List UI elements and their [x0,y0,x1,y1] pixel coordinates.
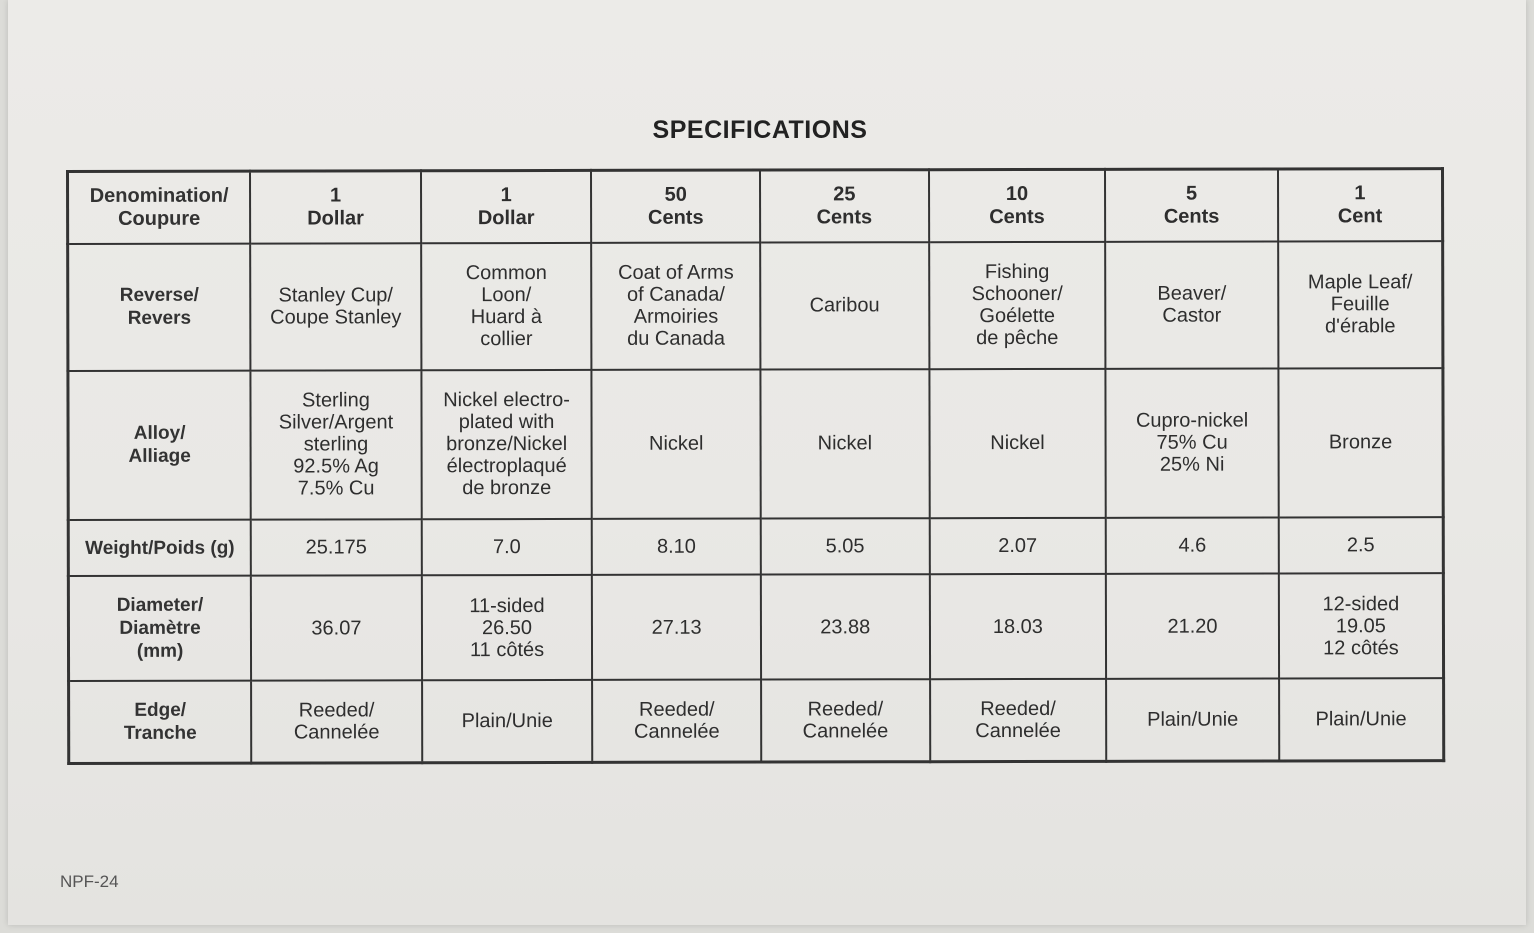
cell-line: 75% Cu [1156,431,1228,455]
cell-line: 25.175 [305,536,367,559]
cell-line: 25 [833,183,856,206]
table-cell [250,243,421,370]
cell-line: Diameter/ [116,594,204,616]
cell-line: Stanley Cup/ [278,284,394,307]
cell-line: Feuille [1330,293,1390,316]
cell-line: 12-sided [1322,592,1400,615]
cell-line: Dollar [477,207,535,230]
cell-line: Dollar [307,207,364,230]
cell-line: Common [465,262,547,285]
cell-line: Coat of Arms [618,262,734,285]
cell-line: 92.5% Ag [293,455,379,478]
cell-line: 11 côtés [469,638,545,661]
cell-line: Nickel [649,432,704,456]
table-cell [1279,678,1444,761]
cell-line: 36.07 [311,616,362,640]
table-row-weight [68,517,1443,576]
table-cell [1106,574,1279,679]
row-header-diameter [68,576,251,681]
cell-line: Reverse/ [119,285,199,307]
cell-line: 23.88 [820,615,871,638]
table-cell [1105,241,1278,368]
table-cell [251,370,422,519]
table-cell [1279,517,1444,574]
table-cell [251,575,422,680]
cell-line: d'érable [1324,315,1396,338]
column-header [421,170,592,243]
table-cell [422,575,593,680]
cell-line: Loon/ [481,284,532,307]
column-header [250,171,421,244]
cell-line: 7.5% Cu [297,477,375,500]
row-header-edge [69,681,252,764]
table-cell [422,680,593,763]
cell-line: Alloy/ [133,423,186,445]
cell-line: Armoiries [633,306,719,329]
table-cell [929,574,1106,679]
cell-line: Cents [1163,205,1220,228]
table-row-diameter [68,573,1443,681]
cell-line: Cents [989,205,1045,229]
table-cell [592,243,761,370]
table-cell [421,243,592,370]
cell-line: Coupure [118,207,201,230]
table-cell [1106,368,1279,517]
cell-line: Bronze [1328,431,1393,454]
table-body [68,169,1444,764]
cell-line: Plain/Unie [1315,708,1407,731]
table-cell [251,680,422,763]
table-cell [592,369,761,518]
cell-line: Revers [127,308,192,330]
cell-line: collier [480,328,533,351]
header-row [68,169,1443,244]
specifications-table [66,167,1445,765]
cell-line: Tranche [123,722,197,744]
cell-line: Cannelée [802,720,889,743]
cell-line: Cents [647,206,704,229]
cell-line: du Canada [627,328,725,351]
cell-line: Nickel electro- [443,389,570,412]
cell-line: 4.6 [1178,534,1207,557]
cell-line: Reeded/ [807,698,884,721]
cell-line: Huard à [470,306,542,329]
cell-line: 5.05 [825,535,865,558]
cell-line: de bronze [462,477,552,500]
cell-line: Reeded/ [298,699,375,722]
cell-line: 1 [1354,182,1366,205]
cell-line: Sterling [302,389,370,412]
cell-line: Fishing [984,261,1050,284]
cell-line: Edge/ [134,699,187,721]
row-header-alloy [68,370,251,519]
cell-line: Cents [816,206,873,229]
cell-line: Plain/Unie [1147,708,1239,731]
cell-line: Cupro-nickel [1135,409,1249,433]
cell-line: Cannelée [293,721,380,744]
table-row-edge [69,678,1444,763]
table-cell [760,369,929,518]
cell-line: Cannelée [634,720,720,743]
table-cell [1278,241,1443,368]
cell-line: 18.03 [992,615,1043,638]
cell-line: 11-sided [469,594,545,617]
cell-line: 12 côtés [1323,636,1399,659]
cell-line: plated with [458,411,555,434]
row-header-weight [68,519,251,576]
cell-line: Caribou [809,294,880,317]
table-cell [929,242,1106,369]
column-header [1105,169,1278,242]
table-cell [1278,368,1443,517]
cell-line: de pêche [976,327,1059,350]
cell-line: Goélette [979,305,1056,328]
cell-line: Silver/Argent [278,411,394,434]
table-cell [761,518,930,575]
table-cell [592,518,761,575]
cell-line: Castor [1162,304,1222,328]
cell-line: Diamètre [119,617,201,639]
cell-line: sterling [303,433,369,456]
cell-line: 27.13 [651,616,702,639]
cell-line: 7.0 [492,536,521,559]
cell-line: Beaver/ [1157,282,1227,306]
cell-line: Alliage [128,446,191,468]
table-row-alloy [68,368,1443,520]
cell-line: 2.5 [1346,534,1375,557]
table-cell [421,519,592,576]
cell-line: électroplaqué [446,455,567,478]
table-cell [592,575,761,680]
table-cell [761,574,930,679]
page-title: SPECIFICATIONS [652,116,868,144]
cell-line: Coupe Stanley [270,306,402,329]
table-cell [930,679,1107,762]
table-cell [929,369,1106,518]
cell-line: 25% Ni [1159,453,1225,477]
spec-card [8,0,1526,925]
table-cell [1106,517,1279,574]
cell-line: 19.05 [1335,614,1386,637]
cell-line: Cent [1337,205,1383,228]
table-cell [592,679,761,762]
cell-line: Nickel [990,432,1045,455]
cell-line: 5 [1186,182,1198,205]
table-cell [251,519,422,576]
cell-line: of Canada/ [626,284,725,307]
cell-line: 1 [329,184,342,207]
cell-line: 21.20 [1167,615,1218,638]
column-header [760,170,929,243]
table-cell [761,679,930,762]
document-code: NPF-24 [60,872,119,891]
cell-line: bronze/Nickel [446,433,568,456]
row-header-reverse [68,244,251,371]
cell-line: (mm) [136,640,184,662]
cell-line: Nickel [817,432,873,455]
cell-line: 2.07 [998,534,1038,558]
cell-line: 26.50 [481,616,533,639]
table-cell [421,370,592,519]
cell-line: Cannelée [975,719,1061,743]
cell-line: Weight/Poids (g) [85,537,235,559]
cell-line: Maple Leaf/ [1307,271,1413,294]
cell-line: Denomination/ [89,184,229,207]
row-header-denomination [68,171,251,244]
table-cell [1106,678,1279,761]
column-header [929,169,1106,242]
table-row-reverse [68,241,1443,371]
cell-line: Schooner/ [971,283,1063,306]
cell-line: 1 [500,184,512,207]
cell-line: 10 [1005,182,1029,206]
cell-line: 50 [664,183,687,206]
cell-line: 8.10 [656,535,696,558]
column-header [1278,169,1443,242]
cell-line: Plain/Unie [461,709,553,733]
column-header [591,170,760,243]
table-cell [929,518,1106,575]
table-cell [1279,573,1444,678]
cell-line: Reeded/ [980,697,1056,721]
table-cell [760,242,929,369]
cell-line: Reeded/ [638,698,715,721]
